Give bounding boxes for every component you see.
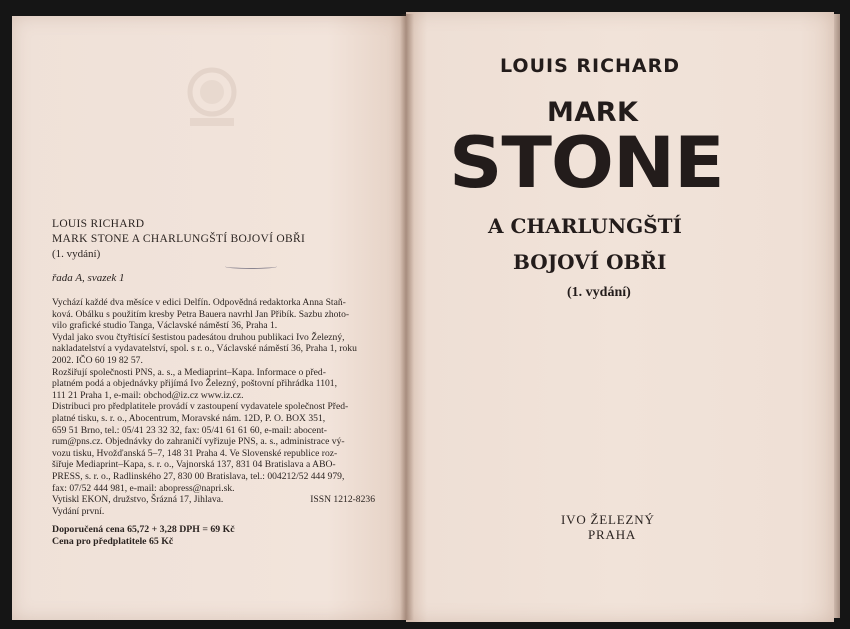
title-stone: STONE: [449, 122, 724, 204]
publisher-name: IVO ŽELEZNÝ: [561, 512, 655, 527]
series-label: řada A, svazek 1: [52, 272, 125, 284]
imprint-line: šiřuje Mediaprint–Kapa, s. r. o., Vajnorská 137, 831 04 Bratislava a ABO-: [52, 459, 336, 471]
imprint-line: rum@pns.cz. Objednávky do zahraničí vyřizuje PNS, a. s., administrace vý-: [52, 436, 345, 448]
imprint-line: 659 51 Brno, tel.: 05/41 23 32 32, fax: 05/41 61 61 60, e-mail: abocent-: [52, 424, 327, 436]
left-book-title: MARK STONE A CHARLUNGŠTÍ BOJOVÍ OBŘI: [52, 233, 306, 245]
imprint-line: 2002. IČO 60 19 82 57.: [52, 354, 143, 366]
imprint-line: nakladatelství a vydavatelství, spol. s r. o., Václavské náměstí 36, Praha 1, roku: [52, 343, 357, 355]
imprint-line: Vydal jako svou čtyřtisící šestistou padesátou druhou publikaci Ivo Železný,: [52, 331, 345, 343]
left-author: LOUIS RICHARD: [52, 218, 145, 230]
page-edge: [834, 14, 840, 618]
price-block: [52, 524, 235, 547]
imprint-line: [52, 494, 382, 506]
imprint-text: [52, 297, 382, 517]
faint-stamp-image: [176, 62, 248, 134]
imprint-line: vilo grafické studio Tanga, Václavské náměstí 36, Praha 1.: [52, 320, 278, 332]
issn: ISSN 1212-8236: [310, 494, 375, 506]
imprint-line: Rozšiřují společnosti PNS, a. s., a Mediaprint–Kapa. Informace o před-: [52, 366, 326, 378]
subtitle-line-2: BOJOVÍ OBŘI: [513, 250, 667, 274]
subtitle-line-1: A CHARLUNGŠTÍ: [488, 214, 682, 238]
left-edition: (1. vydání): [52, 248, 101, 260]
imprint-line: Distribuci pro předplatitele provádí v zastoupení vydavatele společnost Před-: [52, 401, 349, 413]
imprint-line: fax: 07/52 444 981, e-mail: abopress@napri.sk.: [52, 482, 235, 494]
imprint-line: platné tisku, s. r. o., Abocentrum, Moravské nám. 12D, P. O. BOX 351,: [52, 412, 326, 424]
imprint-line: Vychází každé dva měsíce v edici Delfín. Odpovědná redaktorka Anna Staň-: [52, 297, 346, 308]
recommended-price: Doporučená cena 65,72 + 3,28 DPH = 69 Kč: [52, 524, 235, 535]
imprint-line: 111 21 Praha 1, e-mail: obchod@iz.cz www.iz.cz.: [52, 389, 244, 401]
book-spine: [400, 14, 414, 620]
imprint-line: platném podá a objednávky přijímá Ivo Železný, poštovní přihrádka 1101,: [52, 378, 337, 390]
subscriber-price: Cena pro předplatitele 65 Kč: [52, 535, 174, 547]
imprint-line: PRESS, s. r. o., Radlinského 27, 830 00 Bratislava, tel.: 004212/52 444 979,: [52, 470, 345, 482]
imprint-line: Vydání první.: [52, 505, 105, 517]
title-page-edition: (1. vydání): [567, 285, 631, 300]
imprint-line: ková. Obálku s použitím kresby Petra Bauera navrhl Jan Přibík. Sazbu zhoto-: [52, 308, 350, 320]
title-mark: MARK: [547, 97, 639, 128]
title-page-author: LOUIS RICHARD: [500, 55, 681, 77]
imprint-line: vozu tisku, Hvožďanská 5–7, 148 31 Praha 4. Ve Slovenské republice roz-: [52, 447, 338, 459]
publisher-city: PRAHA: [588, 527, 637, 542]
pen-mark: [225, 264, 277, 269]
printer-line: Vytiskl EKON, družstvo, Šrázná 17, Jihlava.: [52, 494, 224, 506]
